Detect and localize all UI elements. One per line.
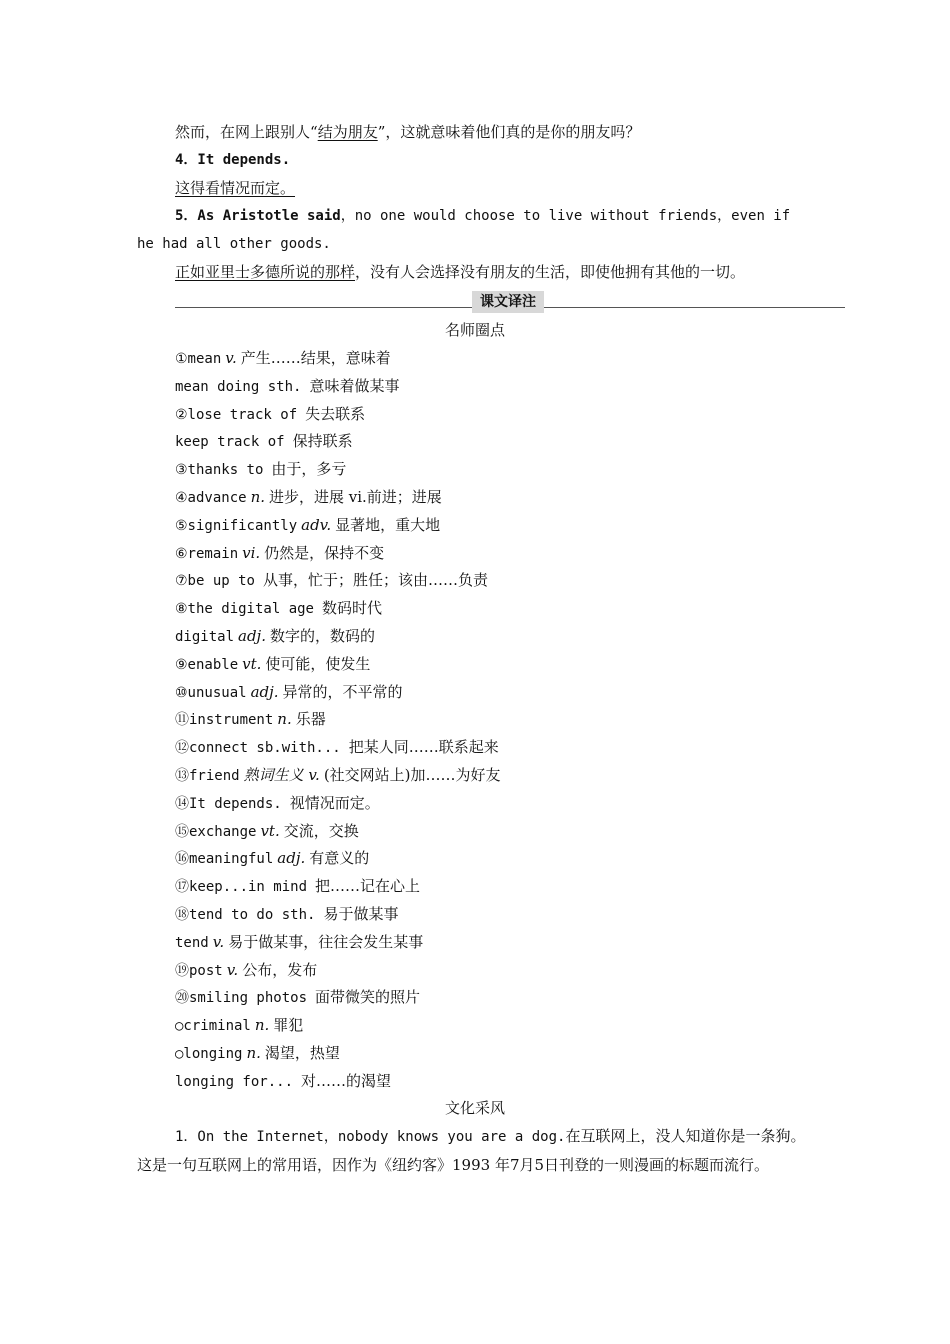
- vocab-pos: v.: [225, 349, 237, 367]
- vocab-meaning: 产生……结果，意味着: [240, 349, 391, 367]
- vocab-pos: adj.: [238, 627, 266, 645]
- text: ，no one would choose to live without friends，even if: [340, 208, 791, 224]
- vocab-meaning: 罪犯: [273, 1016, 304, 1035]
- text: ，这就意味着他们真的是你的朋友吗？: [385, 123, 641, 141]
- vocab-term: ⑲post: [175, 962, 223, 979]
- item-5-translation: [175, 261, 745, 283]
- vocab-pos: n.: [277, 710, 292, 729]
- vocab-meaning: 易于做某事: [323, 905, 399, 923]
- vocab-item: [175, 931, 423, 953]
- vocab-meaning: 对……的渴望: [301, 1071, 392, 1090]
- vocab-item: [175, 820, 359, 842]
- vocab-term: ○criminal: [175, 1018, 251, 1035]
- vocab-term: ⑮exchange: [175, 823, 257, 840]
- vocab-meaning: 由于，多亏: [271, 460, 347, 479]
- vocab-meaning: 保持联系: [292, 432, 353, 451]
- culture-en-text: 1．On the Internet，nobody knows you are a dog.: [175, 1129, 566, 1145]
- vocab-term: ⑱tend to do sth.: [175, 907, 316, 923]
- vocab-item: [175, 1014, 303, 1036]
- vocab-term: ⑤significantly: [175, 517, 298, 534]
- vocab-meaning: 面带微笑的照片: [315, 988, 421, 1007]
- vocab-term: ⑫connect sb.with...: [175, 740, 341, 757]
- vocab-term: longing for...: [175, 1073, 294, 1090]
- vocab-pos: v.: [212, 932, 225, 951]
- item-4-translation: 这得看情况而定。: [175, 179, 296, 197]
- vocab-item: [175, 569, 488, 591]
- section-label: 课文译注: [472, 291, 544, 313]
- text-line-question: [175, 121, 640, 143]
- vocab-item: [175, 403, 365, 425]
- vocab-item: [175, 653, 370, 675]
- vocab-item: [175, 514, 440, 536]
- vocab-term: digital: [175, 629, 235, 645]
- text: 然而，在网上跟别人: [175, 123, 311, 141]
- vocab-meaning: 渴望，热望: [264, 1044, 340, 1062]
- vocab-term: ⑩unusual: [175, 684, 247, 701]
- vocab-pos: vt.: [242, 654, 262, 673]
- vocab-meaning: 从事，忙于；胜任；该由……负责: [262, 571, 488, 590]
- vocab-meaning: 使可能，使发生: [265, 654, 371, 673]
- subheading-culture: 文化采风: [444, 1099, 505, 1117]
- vocab-meaning: 数字的，数码的: [269, 627, 375, 645]
- vocab-pos: 熟词生义 v.: [243, 766, 320, 784]
- vocab-item: [175, 1042, 340, 1064]
- vocab-term: ⑨enable: [175, 656, 239, 673]
- vocab-meaning: 公布，发布: [242, 960, 318, 979]
- vocab-item: [175, 792, 380, 814]
- vocab-item: [175, 847, 369, 869]
- vocab-item: [175, 1070, 391, 1092]
- vocab-item: [175, 375, 399, 397]
- vocab-term: ⑪instrument: [175, 712, 274, 729]
- underlined-phrase: 正如亚里士多德所说的那样: [175, 263, 356, 281]
- vocab-term: ⑭It depends.: [175, 795, 282, 812]
- vocab-term: ⑧the digital age: [175, 601, 314, 618]
- vocab-item: [175, 959, 317, 981]
- vocab-term: ○longing: [175, 1046, 243, 1062]
- vocab-pos: adj.: [277, 849, 306, 868]
- vocab-item: [175, 597, 382, 619]
- vocab-item: [175, 542, 384, 564]
- vocab-term: ③thanks to: [175, 462, 264, 479]
- vocab-term: ⑥remain: [175, 545, 239, 562]
- vocab-pos: adj.: [250, 682, 279, 701]
- vocab-meaning: 交流，交换: [283, 821, 359, 840]
- vocab-meaning: 视情况而定。: [289, 793, 380, 812]
- vocab-item: [175, 681, 403, 703]
- text: ，没有人会选择没有朋友的生活，即使他拥有其他的一切。: [355, 263, 746, 281]
- vocab-meaning: 把某人同……联系起来: [348, 738, 499, 757]
- vocab-pos: n.: [250, 488, 265, 506]
- vocab-item: [175, 347, 391, 369]
- vocab-item: [175, 708, 326, 730]
- vocab-pos: vi.: [242, 543, 261, 562]
- vocab-meaning: 异常的，不平常的: [282, 682, 403, 701]
- vocab-meaning: (社交网站上)加……为好友: [323, 766, 501, 784]
- underlined-phrase: 结为朋友: [317, 123, 378, 141]
- vocab-item: [175, 903, 398, 925]
- vocab-term: keep track of: [175, 434, 285, 451]
- vocab-pos: n.: [246, 1044, 261, 1062]
- vocab-term: ⑰keep...in mind: [175, 879, 308, 896]
- text: ”: [377, 123, 386, 141]
- vocab-item: [175, 736, 499, 758]
- vocab-meaning: 失去联系: [305, 404, 366, 423]
- item-4-label: 4．It depends.: [175, 152, 291, 168]
- vocab-pos: adv.: [301, 515, 332, 534]
- item-5-label: 5．As Aristotle said: [175, 208, 341, 224]
- vocab-meaning: 易于做某事，往往会发生某事: [228, 932, 424, 951]
- vocab-meaning: 把……记在心上: [315, 877, 421, 896]
- vocab-item: [175, 430, 353, 452]
- item-5-line1: [175, 205, 790, 227]
- vocab-meaning: 进步，进展 vi.前进；进展: [269, 488, 442, 506]
- vocab-meaning: 意味着做某事: [309, 376, 400, 395]
- vocab-item: [175, 486, 442, 508]
- vocab-term: mean doing sth.: [175, 378, 302, 395]
- vocab-item: [175, 458, 346, 480]
- subheading-teacher-notes: 名师圈点: [444, 321, 505, 339]
- vocab-meaning: 显著地，重大地: [335, 515, 441, 534]
- vocab-term: ⑳smiling photos: [175, 990, 308, 1007]
- vocab-meaning: 乐器: [295, 710, 326, 729]
- vocab-term: ②lose track of: [175, 406, 298, 423]
- vocab-item: [175, 986, 420, 1008]
- vocab-item: [175, 625, 375, 647]
- vocab-item: [175, 764, 501, 786]
- vocab-pos: vt.: [260, 821, 280, 840]
- vocab-term: ①mean: [175, 351, 222, 367]
- vocab-meaning: 有意义的: [309, 849, 370, 868]
- vocab-term: ⑯meaningful: [175, 851, 274, 868]
- text: “: [310, 123, 318, 141]
- vocab-item: [175, 875, 420, 897]
- vocab-term: ④advance: [175, 490, 247, 506]
- vocab-meaning: 仍然是，保持不变: [264, 543, 385, 562]
- culture-zh-text: 在互联网上，没人知道你是一条狗。这是一句互联网上的常用语，因作为《纽约客》1993 年7月5日刊登的一则漫画的标题而流行。: [137, 1127, 806, 1174]
- vocab-pos: v.: [226, 960, 239, 979]
- vocab-meaning: 数码时代: [321, 599, 382, 618]
- item-5-line2: he had all other goods.: [137, 236, 331, 252]
- vocab-term: ⑦be up to: [175, 573, 255, 590]
- vocab-pos: n.: [254, 1016, 270, 1035]
- vocab-term: tend: [175, 934, 209, 951]
- culture-paragraph-1: [137, 1122, 817, 1179]
- vocab-term: ⑬friend: [175, 768, 240, 784]
